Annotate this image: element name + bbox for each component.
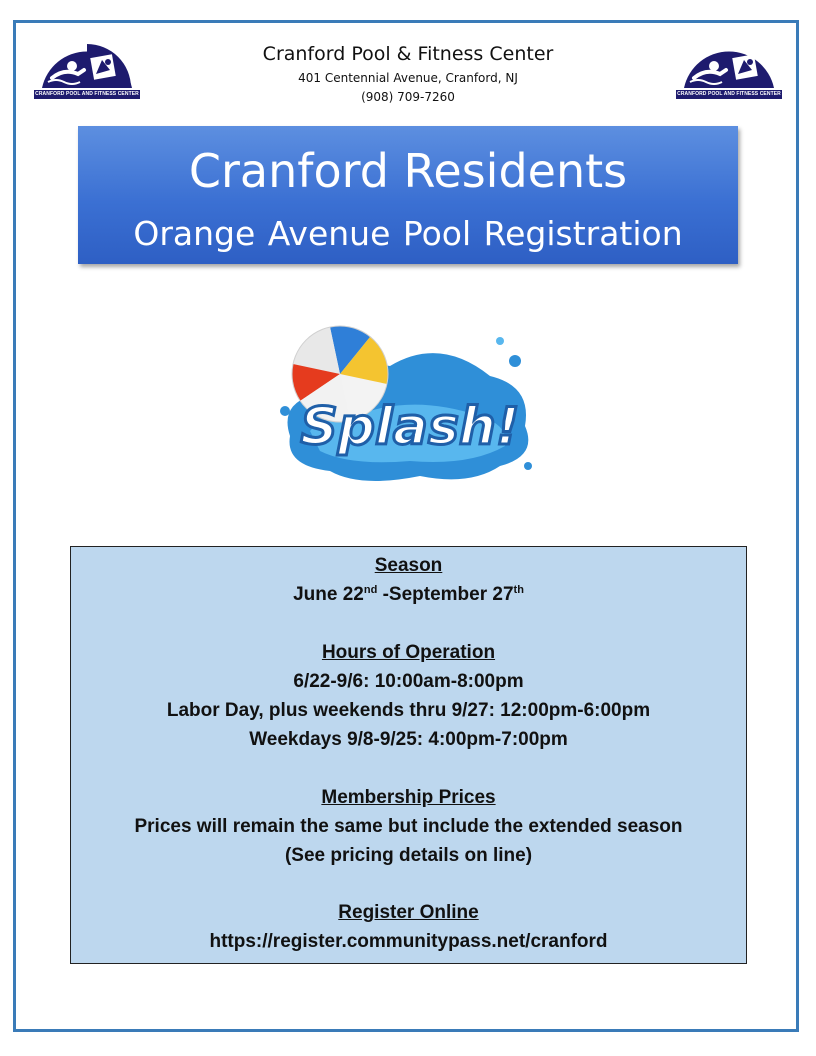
hours-line-2: Labor Day, plus weekends thru 9/27: 12:00pm-6:00pm [166,700,651,721]
register-url[interactable]: https://register.communitypass.net/cranford [209,931,608,952]
prices-heading: Membership Prices [321,787,496,808]
season-end: -September 27 [377,584,514,605]
facility-phone: (908) 709-7260 [361,90,455,104]
pool-logo-left [32,38,142,102]
pool-logo-right [674,38,784,102]
prices-line-2: (See pricing details on line) [284,845,533,866]
season-start-suffix: nd [363,584,378,596]
logo-caption: CRANFORD POOL AND FITNESS CENTER [35,91,139,97]
banner-subtitle: Orange Avenue Pool Registration [133,214,683,253]
hours-heading: Hours of Operation [321,642,496,663]
hours-line-1: 6/22-9/6: 10:00am-8:00pm [293,671,524,692]
banner-title: Cranford Residents [188,144,628,198]
splash-graphic [270,316,542,492]
season-dates [71,584,746,606]
facility-name: Cranford Pool & Fitness Center [262,43,554,65]
facility-address: 401 Centennial Avenue, Cranford, NJ [298,71,518,85]
register-heading: Register Online [338,902,479,923]
splash-text: Splash! [300,397,520,457]
swimmer-logo-icon [32,38,142,90]
swimmer-logo-icon [674,38,784,90]
season-end-suffix: th [513,584,524,596]
info-box [70,546,747,964]
season-start: June 22 [293,584,364,605]
season-heading: Season [374,555,443,576]
beach-ball-splash-icon [270,316,542,492]
title-banner [78,126,738,264]
prices-line-1: Prices will remain the same but include the extended season [134,816,683,837]
hours-line-3: Weekdays 9/8-9/25: 4:00pm-7:00pm [249,729,568,750]
logo-caption: CRANFORD POOL AND FITNESS CENTER [677,91,781,97]
